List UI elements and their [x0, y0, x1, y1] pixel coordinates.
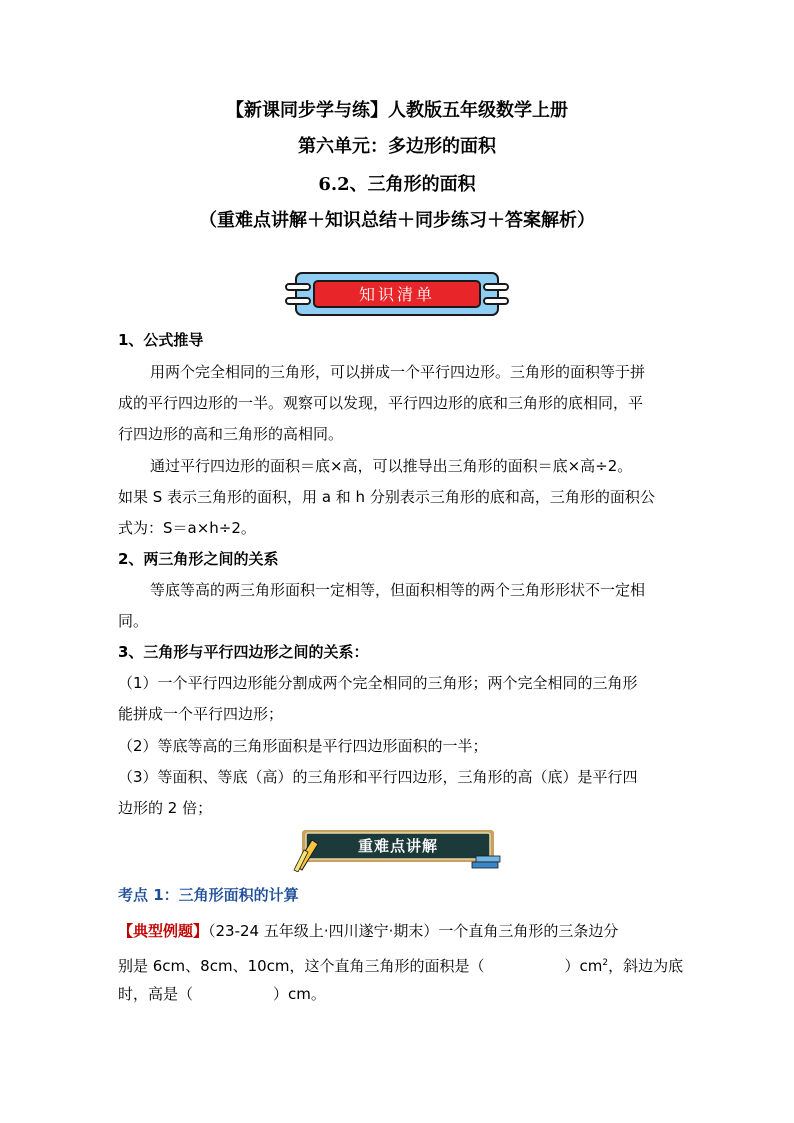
example-text: （23-24 五年级上·四川遂宁·期末）一个直角三角形的三条边分	[208, 922, 619, 940]
banner2-label: 重难点讲解	[357, 837, 439, 855]
section2-line: 等底等高的两三角形面积一定相等，但面积相等的两个三角形形状不一定相	[150, 581, 646, 599]
kaodian-heading: 考点 1：三角形面积的计算	[118, 886, 299, 904]
lesson-subtitle: （重难点讲解＋知识总结＋同步练习＋答案解析）	[199, 210, 595, 231]
example-text: ）cm。	[273, 985, 326, 1003]
section1-line: 用两个完全相同的三角形，可以拼成一个平行四边形。三角形的面积等于拼	[150, 363, 646, 381]
section1-line: 行四边形的高和三角形的高相同。	[118, 425, 344, 443]
unit-title: 第六单元：多边形的面积	[298, 136, 496, 157]
section3-line: 边形的 2 倍；	[118, 799, 213, 817]
unit-superscript: 2	[602, 958, 609, 968]
example-text: 别是 6cm、8cm、10cm，这个直角三角形的面积是（	[118, 957, 485, 975]
section3-heading: 3、三角形与平行四边形之间的关系：	[118, 643, 369, 661]
section3-line: （2）等底等高的三角形面积是平行四边形面积的一半；	[118, 737, 488, 755]
example-line-3	[118, 984, 326, 1004]
doc-title: 【新课同步学与练】人教版五年级数学上册	[226, 100, 568, 121]
knowledge-list-banner	[284, 270, 510, 318]
section3-line: 能拼成一个平行四边形；	[118, 705, 284, 723]
section1-line: 通过平行四边形的面积＝底×高，可以推导出三角形的面积＝底×高÷2。	[150, 457, 633, 475]
section2-line: 同。	[118, 612, 149, 630]
key-points-banner	[292, 826, 504, 872]
books-icon	[472, 856, 500, 868]
example-line-1	[118, 921, 618, 941]
example-text: 时，高是（	[118, 985, 194, 1003]
example-line-2	[118, 953, 683, 976]
section1-heading: 1、公式推导	[118, 331, 204, 349]
section2-heading: 2、两三角形之间的关系	[118, 550, 279, 568]
section3-line: （3）等面积、等底（高）的三角形和平行四边形，三角形的高（底）是平行四	[118, 768, 638, 786]
example-text: ，斜边为底	[608, 957, 684, 975]
example-text: ）cm	[564, 957, 603, 975]
lesson-title: 6.2、三角形的面积	[318, 174, 476, 195]
section1-line: 式为：S＝a×h÷2。	[118, 519, 256, 537]
section3-line: （1）一个平行四边形能分割成两个完全相同的三角形；两个完全相同的三角形	[118, 674, 638, 692]
section1-line: 如果 S 表示三角形的面积，用 a 和 h 分别表示三角形的底和高，三角形的面积公	[118, 488, 655, 506]
banner1-label: 知识清单	[358, 285, 436, 304]
section1-line: 成的平行四边形的一半。观察可以发现，平行四边形的底和三角形的底相同，平	[118, 394, 644, 412]
example-tag: 【典型例题】	[118, 922, 209, 940]
